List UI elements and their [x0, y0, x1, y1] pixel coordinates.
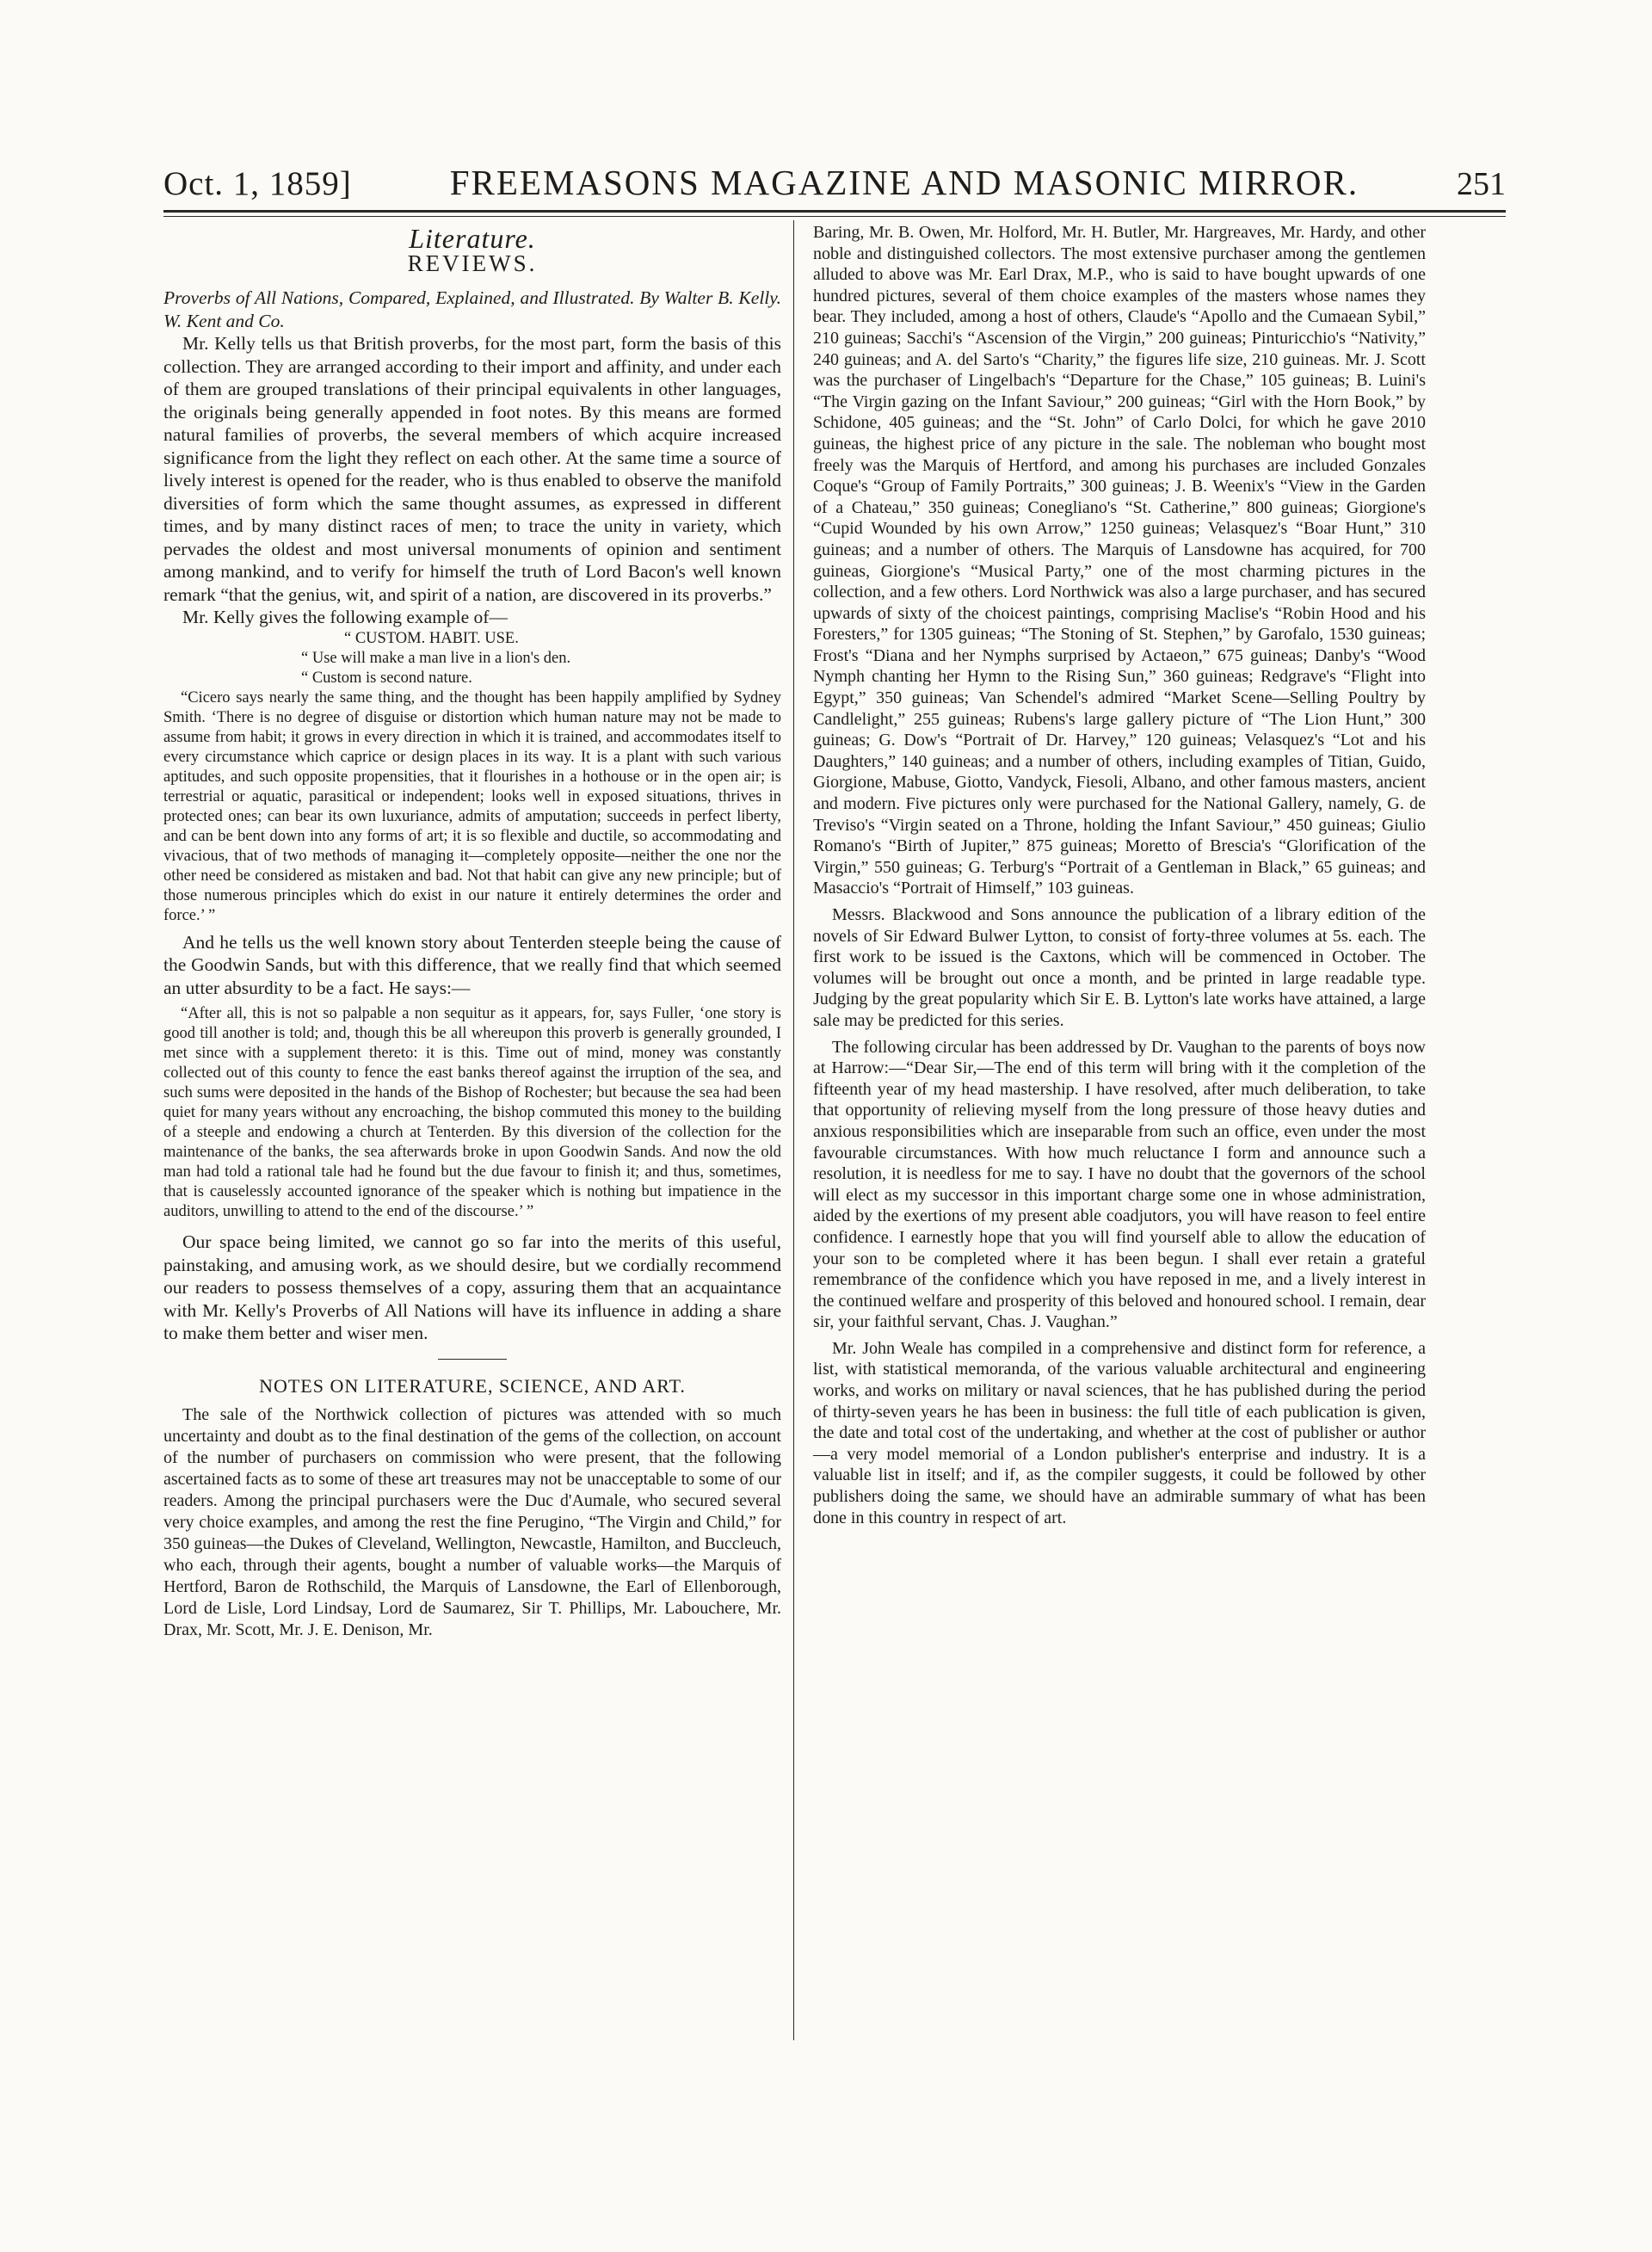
column-divider [793, 220, 794, 2040]
quote-block-2 [163, 1004, 781, 1222]
review-paragraph-1: Mr. Kelly tells us that British proverbs, for the most part, form the basis of this collection. They are arranged according to their import and affinity, and under each of them are grouped translations of their principal equivalents in other languages, the originals being generally appended in foot notes. By this means are formed natural families of proverbs, the several members of which acquire increased significance from the light they reflect on each other. At the same time a source of lively interest is opened for the reader, who is thus enabled to observe the manifold diversities of form which the same thought assumes, as expressed in different times, and by many distinct races of men; to trace the unity in variety, which pervades the oldest and most universal monuments of opinion and sentiment among mankind, and to verify for himself the truth of Lord Bacon's well known remark “that the genius, wit, and spirit of a nation, are discovered in its proverbs.” [163, 333, 781, 605]
page-number: 251 [1456, 166, 1506, 202]
right-column [813, 222, 1426, 1528]
verse-line-1: “ CUSTOM. HABIT. USE. [344, 629, 519, 647]
header-rule-thick [163, 210, 1506, 213]
review-title: Proverbs of All Nations, Compared, Explained, and Illustrated. By Walter B. Kelly. W. Kent and Co. [163, 287, 781, 331]
reviews-heading: REVIEWS. [407, 250, 538, 276]
notes-paragraph-5: Mr. John Weale has compiled in a comprehensive and distinct form for reference, a list, with statistical memoranda, of the various valuable architectural and engineering works, and works on military or naval sciences, that he has published during the period of thirty-seven years he has been in business: the full title of each publication is given, the date and total cost of the undertaking, and whether at the cost of publisher or author—a very model memorial of a London publisher's enterprise and industry. It is a valuable list in itself; and if, as the compiler suggests, it could be followed by other publishers doing the same, we should have an admirable summary of what has been done in this country in respect of art. [813, 1338, 1426, 1527]
notes-paragraph-2: Baring, Mr. B. Owen, Mr. Holford, Mr. H. Butler, Mr. Hargreaves, Mr. Hardy, and other noble and distinguished collectors. The most extensive purchaser among the gentlemen alluded to above was Mr. Earl Drax, M.P., who is said to have bought upwards of one hundred pictures, several of them choice examples of the masters whose names they bear. They included, among a host of others, Claude's “Apollo and the Cumaean Sybil,” 210 guineas; Sacchi's “Ascension of the Virgin,” 200 guineas; Pinturicchio's “Nativity,” 240 guineas; and A. del Sarto's “Charity,” the figures life size, 210 guineas. Mr. J. Scott was the purchaser of Lingelbach's “Departure for the Chase,” 105 guineas; B. Luini's “The Virgin gazing on the Infant Saviour,” 200 guineas; “Girl with the Horn Book,” by Schidone, 405 guineas; and the “St. John” of Carlo Dolci, for which he gave 2010 guineas, the highest price of any picture in the sale. The nobleman who bought most freely was the Marquis of Hertford, and among his purchases are included Gonzales Coque's “Group of Family Portraits,” 300 guineas; J. B. Weenix's “View in the Garden of a Chateau,” 350 guineas; Conegliano's “St. Catherine,” 800 guineas; Giorgione's “Cupid Wounded by his own Arrow,” 1250 guineas; Velasquez's “Boar Hunt,” 310 guineas; and a number of others. The Marquis of Lansdowne has acquired, for 700 guineas, Giorgione's “Musical Party,” one of the most charming pictures in the collection, and a few others. Lord Northwick was also a large purchaser, and has secured upwards of sixty of the choicest paintings, comprising Maclise's “Robin Hood and his Foresters,” for 1305 guineas; “The Stoning of St. Stephen,” by Garofalo, 1530 guineas; Frost's “Diana and her Nymphs surprised by Actaeon,” 675 guineas; Danby's “Wood Nymph chanting her Hymn to the Rising Sun,” 360 guineas; Redgrave's “Flight into Egypt,” 350 guineas; Van Schendel's admired “Market Scene—Selling Poultry by Candlelight,” 255 guineas; Rubens's large gallery picture of “The Lion Hunt,” 300 guineas; G. Dow's “Portrait of Dr. Harvey,” 120 guineas; Velasquez's “Lot and his Daughters,” 140 guineas; and a number of others, including examples of Titian, Guido, Giorgione, Mabuse, Giotto, Vandyck, Fiesoli, Albano, and other famous masters, ancient and modern. Five pictures only were purchased for the National Gallery, namely, G. de Treviso's “Virgin seated on a Throne, holding the Infant Saviour,” 450 guineas; Giulio Romano's “Birth of Jupiter,” 875 guineas; Moretto of Brescia's “Glorification of the Virgin,” 550 guineas; G. Terburg's “Portrait of a Gentleman in Black,” 65 guineas; and Masaccio's “Portrait of Himself,” 103 guineas. [813, 223, 1426, 898]
section-title: Literature. [409, 223, 536, 254]
verse-line-2: “ Use will make a man live in a lion's den. [301, 649, 571, 667]
header-rule-thin [163, 216, 1506, 217]
review-paragraph-3: And he tells us the well known story about Tenterden steeple being the cause of the Goodwin Sands, but with this difference, that we really find that which seemed an utter absurdity to be a fact. He says:— [163, 931, 781, 998]
notes-paragraph-1: The sale of the Northwick collection of pictures was attended with so much uncertainty and doubt as to the final destination of the gems of the collection, on account of the number of purchasers on commission who were present, that the following ascertained facts as to some of these art treasures may not be unacceptable to some of our readers. Among the principal purchasers were the Duc d'Aumale, who secured several very choice examples, and among the rest the fine Perugino, “The Virgin and Child,” for 350 guineas—the Dukes of Cleveland, Wellington, Newcastle, Hamilton, and Buccleuch, who each, through their agents, bought a number of valuable works—the Marquis of Hertford, Baron de Rothschild, the Marquis of Lansdowne, the Earl of Ellenborough, Lord de Lisle, Lord Lindsay, Lord de Saumarez, Sir T. Phillips, Mr. Labouchere, Mr. Drax, Mr. Scott, Mr. J. E. Denison, Mr. [163, 1405, 781, 1639]
left-column [163, 222, 781, 1641]
notes-paragraph-4: The following circular has been addressed by Dr. Vaughan to the parents of boys now at Harrow:—“Dear Sir,—The end of this term will bring with it the completion of the fifteenth year of my head mastership. I have resolved, after much deliberation, to take that opportunity of relieving myself from the long pressure of those heavy duties and anxious responsibilities which are inseparable from such an office, even under the most favourable circumstances. With how much reluctance I form and announce such a resolution, it is needless for me to say. I have no doubt that the governors of the school will elect as my successor in this important charge some one in whose administration, aided by the exertions of my present able coadjutors, you will have reason to feel entire confidence. I earnestly hope that you will find yourself able to allow the education of your son to be completed where it has been begun. I shall ever retain a grateful remembrance of the confidence which you have reposed in me, and a lively interest in the continued welfare and prosperity of this beloved and honoured school. I remain, dear sir, your faithful servant, Chas. J. Vaughan.” [813, 1037, 1426, 1332]
verse-line-3: “ Custom is second nature. [301, 669, 472, 687]
notes-heading: NOTES ON LITERATURE, SCIENCE, AND ART. [259, 1374, 686, 1397]
review-paragraph-2: Mr. Kelly gives the following example of— [182, 607, 508, 627]
proverb-verse [163, 629, 781, 688]
quote-paragraph-2: “After all, this is not so palpable a non sequitur as it appears, for, says Fuller, ‘one story is good till another is told; and, though this be all whereupon this proverb is generally grounded, I met since with a supplement thereto: it is this. Time out of mind, money was constantly collected out of this county to fence the east banks thereof against the irruption of the sea, and such sums were deposited in the hands of the Bishop of Rochester; but because the sea had been quiet for many years without any encroaching, the bishop commuted this money to the building of a steeple and endowing a church at Tenterden. By this diversion of the collection for the maintenance of the banks, the sea afterwards broke in upon Goodwin Sands. And now the old man had told a rational tale had he found but the due favour to finish it; and thus, sometimes, that is causelessly accounted ignorance of the speaker which is nothing but impatience in the auditors, unwilling to attend to the end of the discourse.’ ” [163, 1005, 781, 1220]
notes-paragraph-3: Messrs. Blackwood and Sons announce the publication of a library edition of the novels of Sir Edward Bulwer Lytton, to consist of forty-three volumes at 5s. each. The first work to be issued is the Caxtons, which will be commenced in October. The volumes will be brought out once a month, and be printed in large readable type. Judging by the great popularity which Sir E. B. Lytton's late works have attained, a large sale may be predicted for this series. [813, 905, 1426, 1030]
magazine-title: FREEMASONS MAGAZINE AND MASONIC MIRROR. [449, 163, 1359, 202]
issue-date: Oct. 1, 1859] [163, 165, 352, 202]
quote-block-1 [163, 688, 781, 926]
review-paragraph-4: Our space being limited, we cannot go so far into the merits of this useful, painstaking, and amusing work, as we should desire, but we cordially recommend our readers to possess themselves of a copy, assuring them that an acquaintance with Mr. Kelly's Proverbs of All Nations will have its influence in adding a share to make them better and wiser men. [163, 1231, 781, 1343]
section-divider [438, 1359, 507, 1360]
quote-paragraph-1: “Cicero says nearly the same thing, and the thought has been happily amplified by Sydney Smith. ‘There is no degree of disguise or distortion which human nature may not be made to assume from habit; it grows in every direction in which it is trained, and accommodates itself to every circumstance which caprice or design places in its way. It is a plant with such various aptitudes, and such opposite propensities, that it flourishes in a hothouse or in the open air; is terrestrial or aquatic, parasitical or independent; looks well in exposed situations, thrives in protected ones; can bear its own luxuriance, admits of amputation; succeeds in perfect liberty, and can be bent down into any forms of art; it is so flexible and ductile, so accommodating and vivacious, that of two methods of managing it—completely opposite—neither the one nor the other need be considered as mistaken and bad. Not that habit can give any new principle; but of those numerous principles which do exist in our nature it entirely determines the order and force.’ ” [163, 688, 781, 924]
running-header [163, 151, 1506, 203]
